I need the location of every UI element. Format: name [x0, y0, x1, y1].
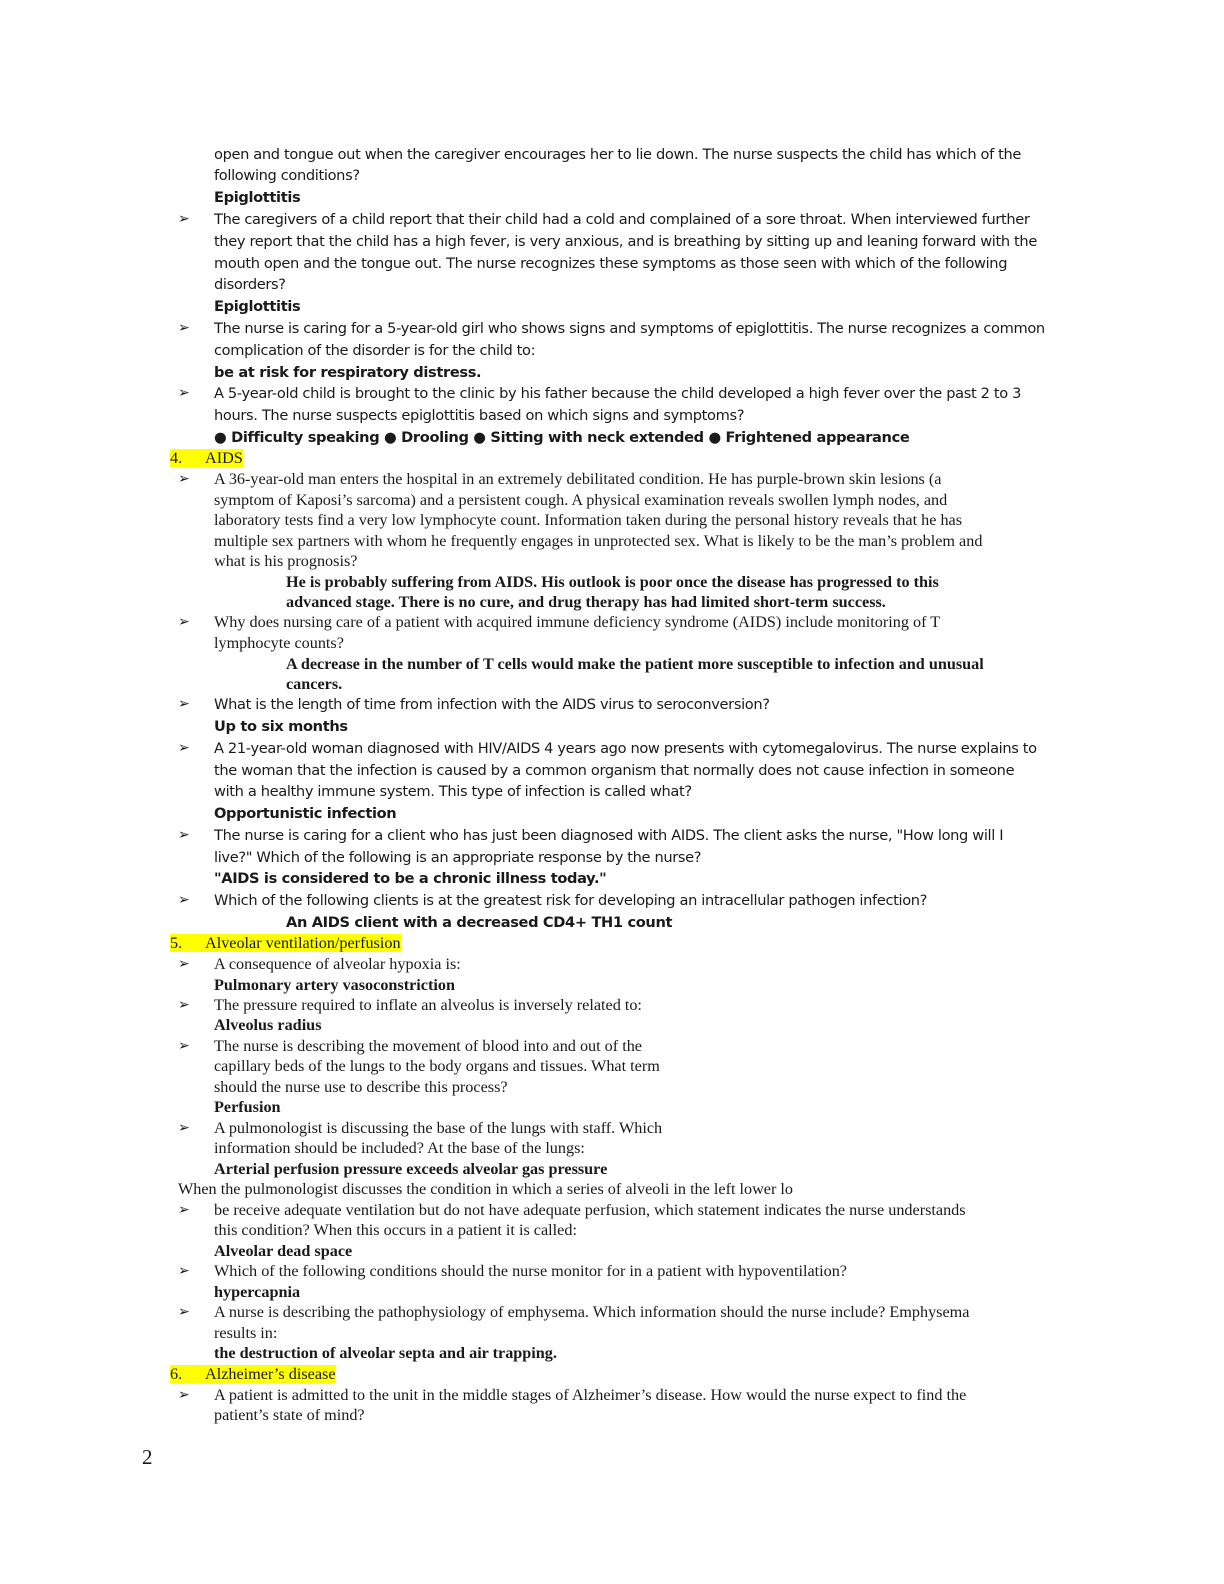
- question-line: what is his prognosis?: [214, 552, 358, 570]
- arrow-bullet-icon: ➢: [178, 740, 190, 756]
- arrow-bullet-icon: ➢: [178, 827, 190, 843]
- question-line: The nurse is caring for a client who has just been diagnosed with AIDS. The client asks the nurse, "How long will I: [214, 827, 1004, 844]
- answer-text: A decrease in the number of T cells would make the patient more susceptible to infection and unusual: [286, 655, 984, 673]
- question-line: should the nurse use to describe this process?: [214, 1078, 508, 1096]
- question-line: patient’s state of mind?: [214, 1406, 365, 1424]
- question-line: A patient is admitted to the unit in the middle stages of Alzheimer’s disease. How would the nurse expect to find the: [214, 1386, 967, 1404]
- arrow-bullet-icon: ➢: [178, 471, 190, 487]
- question-line: complication of the disorder is for the child to:: [214, 342, 536, 359]
- arrow-bullet-icon: ➢: [178, 956, 190, 972]
- arrow-bullet-icon: ➢: [178, 211, 190, 227]
- question-line: Why does nursing care of a patient with acquired immune deficiency syndrome (AIDS) include monitoring of T: [214, 613, 941, 631]
- question-line: A 36-year-old man enters the hospital in an extremely debilitated condition. He has purple-brown skin lesions (a: [214, 470, 942, 488]
- section-heading-alveolar: [170, 933, 401, 954]
- section-title: AIDS: [205, 449, 243, 467]
- arrow-bullet-icon: ➢: [178, 320, 190, 336]
- section-heading-aids: [170, 448, 243, 469]
- question-line: capillary beds of the lungs to the body organs and tissues. What term: [214, 1057, 660, 1075]
- arrow-bullet-icon: ➢: [178, 696, 190, 712]
- answer-text: Epiglottitis: [214, 298, 301, 315]
- arrow-bullet-icon: ➢: [178, 1263, 190, 1279]
- arrow-bullet-icon: ➢: [178, 1387, 190, 1403]
- answer-text: Epiglottitis: [214, 189, 301, 206]
- question-line: A pulmonologist is discussing the base of the lungs with staff. Which: [214, 1119, 663, 1137]
- arrow-bullet-icon: ➢: [178, 1038, 190, 1054]
- question-line: A consequence of alveolar hypoxia is:: [214, 955, 461, 973]
- section-number: 6.: [170, 1365, 183, 1383]
- question-line: mouth open and the tongue out. The nurse recognizes these symptoms as those seen with which of the following: [214, 255, 1008, 272]
- arrow-bullet-icon: ➢: [178, 997, 190, 1013]
- note-line: When the pulmonologist discusses the condition in which a series of alveoli in the left lower lo: [178, 1180, 793, 1198]
- question-line: they report that the child has a high fever, is very anxious, and is breathing by sitting up and leaning forward with the: [214, 233, 1037, 250]
- question-line: disorders?: [214, 276, 286, 293]
- answer-text: advanced stage. There is no cure, and drug therapy has had limited short-term success.: [286, 593, 886, 611]
- question-line: The pressure required to inflate an alveolus is inversely related to:: [214, 996, 642, 1014]
- answer-text: Arterial perfusion pressure exceeds alveolar gas pressure: [214, 1160, 608, 1178]
- question-line: Which of the following conditions should the nurse monitor for in a patient with hypoventilation?: [214, 1262, 847, 1280]
- answer-text: Pulmonary artery vasoconstriction: [214, 976, 455, 994]
- answer-text: hypercapnia: [214, 1283, 301, 1301]
- arrow-bullet-icon: ➢: [178, 1120, 190, 1136]
- question-line: multiple sex partners with whom he frequently engages in unprotected sex. What is likely to be the man’s problem and: [214, 532, 983, 550]
- question-line: A 21-year-old woman diagnosed with HIV/AIDS 4 years ago now presents with cytomegalovirus. The nurse explains to: [214, 740, 1037, 757]
- arrow-bullet-icon: ➢: [178, 614, 190, 630]
- question-line: open and tongue out when the caregiver encourages her to lie down. The nurse suspects the child has which of the: [214, 146, 1022, 163]
- answer-text: ● Difficulty speaking ● Drooling ● Sitting with neck extended ● Frightened appearance: [214, 429, 910, 446]
- arrow-bullet-icon: ➢: [178, 1202, 190, 1218]
- answer-text: Opportunistic infection: [214, 805, 397, 822]
- question-line: be receive adequate ventilation but do not have adequate perfusion, which statement indicates the nurse understands: [214, 1201, 966, 1219]
- question-line: A nurse is describing the pathophysiology of emphysema. Which information should the nurse include? Emphysema: [214, 1303, 970, 1321]
- question-line: following conditions?: [214, 167, 360, 184]
- section-heading-alzheimers: [170, 1364, 336, 1385]
- answer-text: cancers.: [286, 675, 343, 693]
- answer-text: An AIDS client with a decreased CD4+ TH1 count: [286, 914, 673, 931]
- question-line: with a healthy immune system. This type of infection is called what?: [214, 783, 692, 800]
- question-line: The nurse is caring for a 5-year-old girl who shows signs and symptoms of epiglottitis. The nurse recognizes a common: [214, 320, 1045, 337]
- section-number: 5.: [170, 934, 183, 952]
- question-line: lymphocyte counts?: [214, 634, 344, 652]
- question-line: information should be included? At the base of the lungs:: [214, 1139, 585, 1157]
- answer-text: be at risk for respiratory distress.: [214, 364, 482, 381]
- answer-text: Perfusion: [214, 1098, 281, 1116]
- question-line: the woman that the infection is caused by a common organism that normally does not cause infection in someone: [214, 762, 1015, 779]
- question-line: laboratory tests find a very low lymphocyte count. Information taken during the personal history reveals that he has: [214, 511, 963, 529]
- question-line: this condition? When this occurs in a patient it is called:: [214, 1221, 577, 1239]
- question-line: live?" Which of the following is an appropriate response by the nurse?: [214, 849, 702, 866]
- section-title: Alveolar ventilation/perfusion: [205, 934, 401, 952]
- answer-text: Alveolar dead space: [214, 1242, 353, 1260]
- arrow-bullet-icon: ➢: [178, 892, 190, 908]
- arrow-bullet-icon: ➢: [178, 385, 190, 401]
- question-line: The nurse is describing the movement of blood into and out of the: [214, 1037, 642, 1055]
- question-line: results in:: [214, 1324, 278, 1342]
- answer-text: He is probably suffering from AIDS. His outlook is poor once the disease has progressed to this: [286, 573, 939, 591]
- page-number: 2: [142, 1445, 153, 1469]
- question-line: hours. The nurse suspects epiglottitis based on which signs and symptoms?: [214, 407, 745, 424]
- answer-text: "AIDS is considered to be a chronic illness today.": [214, 870, 607, 887]
- question-line: A 5-year-old child is brought to the clinic by his father because the child developed a high fever over the past 2 to 3: [214, 385, 1022, 402]
- question-line: The caregivers of a child report that their child had a cold and complained of a sore throat. When interviewed further: [214, 211, 1030, 228]
- answer-text: the destruction of alveolar septa and air trapping.: [214, 1344, 557, 1362]
- question-line: Which of the following clients is at the greatest risk for developing an intracellular pathogen infection?: [214, 892, 928, 909]
- section-title: Alzheimer’s disease: [205, 1365, 336, 1383]
- question-line: What is the length of time from infection with the AIDS virus to seroconversion?: [214, 696, 770, 713]
- answer-text: Alveolus radius: [214, 1016, 322, 1034]
- question-line: symptom of Kaposi’s sarcoma) and a persistent cough. A physical examination reveals swollen lymph nodes, and: [214, 491, 948, 509]
- section-number: 4.: [170, 449, 183, 467]
- answer-text: Up to six months: [214, 718, 348, 735]
- arrow-bullet-icon: ➢: [178, 1304, 190, 1320]
